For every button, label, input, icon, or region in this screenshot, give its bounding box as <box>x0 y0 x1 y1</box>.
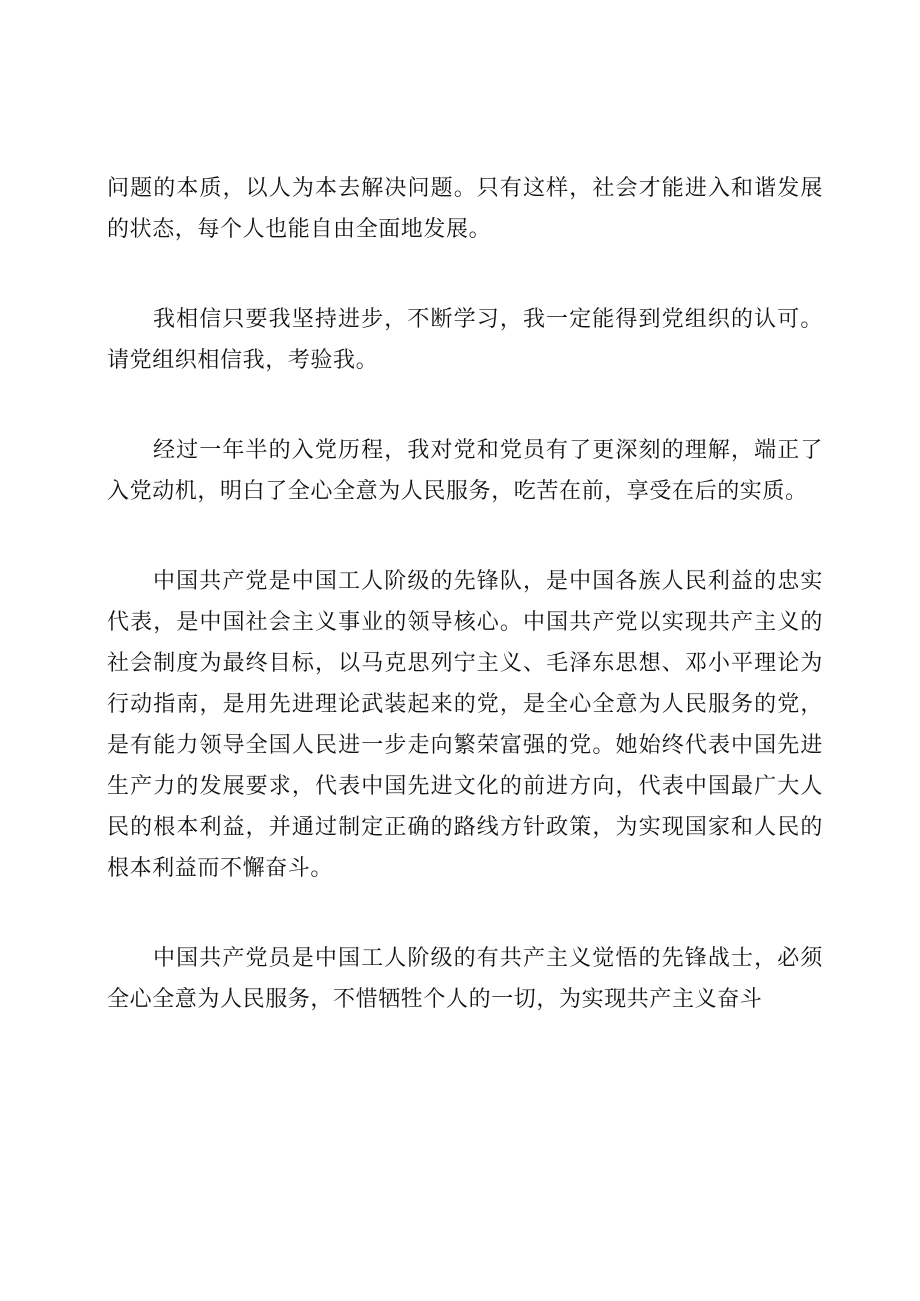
paragraph-2: 我相信只要我坚持进步，不断学习，我一定能得到党组织的认可。请党组织相信我，考验我。 <box>107 307 823 373</box>
document-body <box>107 168 823 1069</box>
paragraph-5: 中国共产党员是中国工人阶级的有共产主义觉悟的先锋战士，必须全心全意为人民服务，不惜牺牲个人的一切，为实现共产主义奋斗 <box>107 946 823 1012</box>
paragraph-1: 问题的本质，以人为本去解决问题。只有这样，社会才能进入和谐发展的状态，每个人也能自由全面地发展。 <box>107 176 823 242</box>
paragraph-3: 经过一年半的入党历程，我对党和党员有了更深刻的理解，端正了入党动机，明白了全心全意为人民服务，吃苦在前，享受在后的实质。 <box>107 438 823 504</box>
paragraph-4: 中国共产党是中国工人阶级的先锋队，是中国各族人民利益的忠实代表，是中国社会主义事业的领导核心。中国共产党以实现共产主义的社会制度为最终目标，以马克思列宁主义、毛泽东思想、邓小平理论为行动指南，是用先进理论武装起来的党，是全心全意为人民服务的党，是有能力领导全国人民进一步走向繁荣富强的党。她始终代表中国先进生产力的发展要求，代表中国先进文化的前进方向，代表中国最广大人民的根本利益，并通过制定正确的路线方针政策，为实现国家和人民的根本利益而不懈奋斗。 <box>107 569 823 881</box>
